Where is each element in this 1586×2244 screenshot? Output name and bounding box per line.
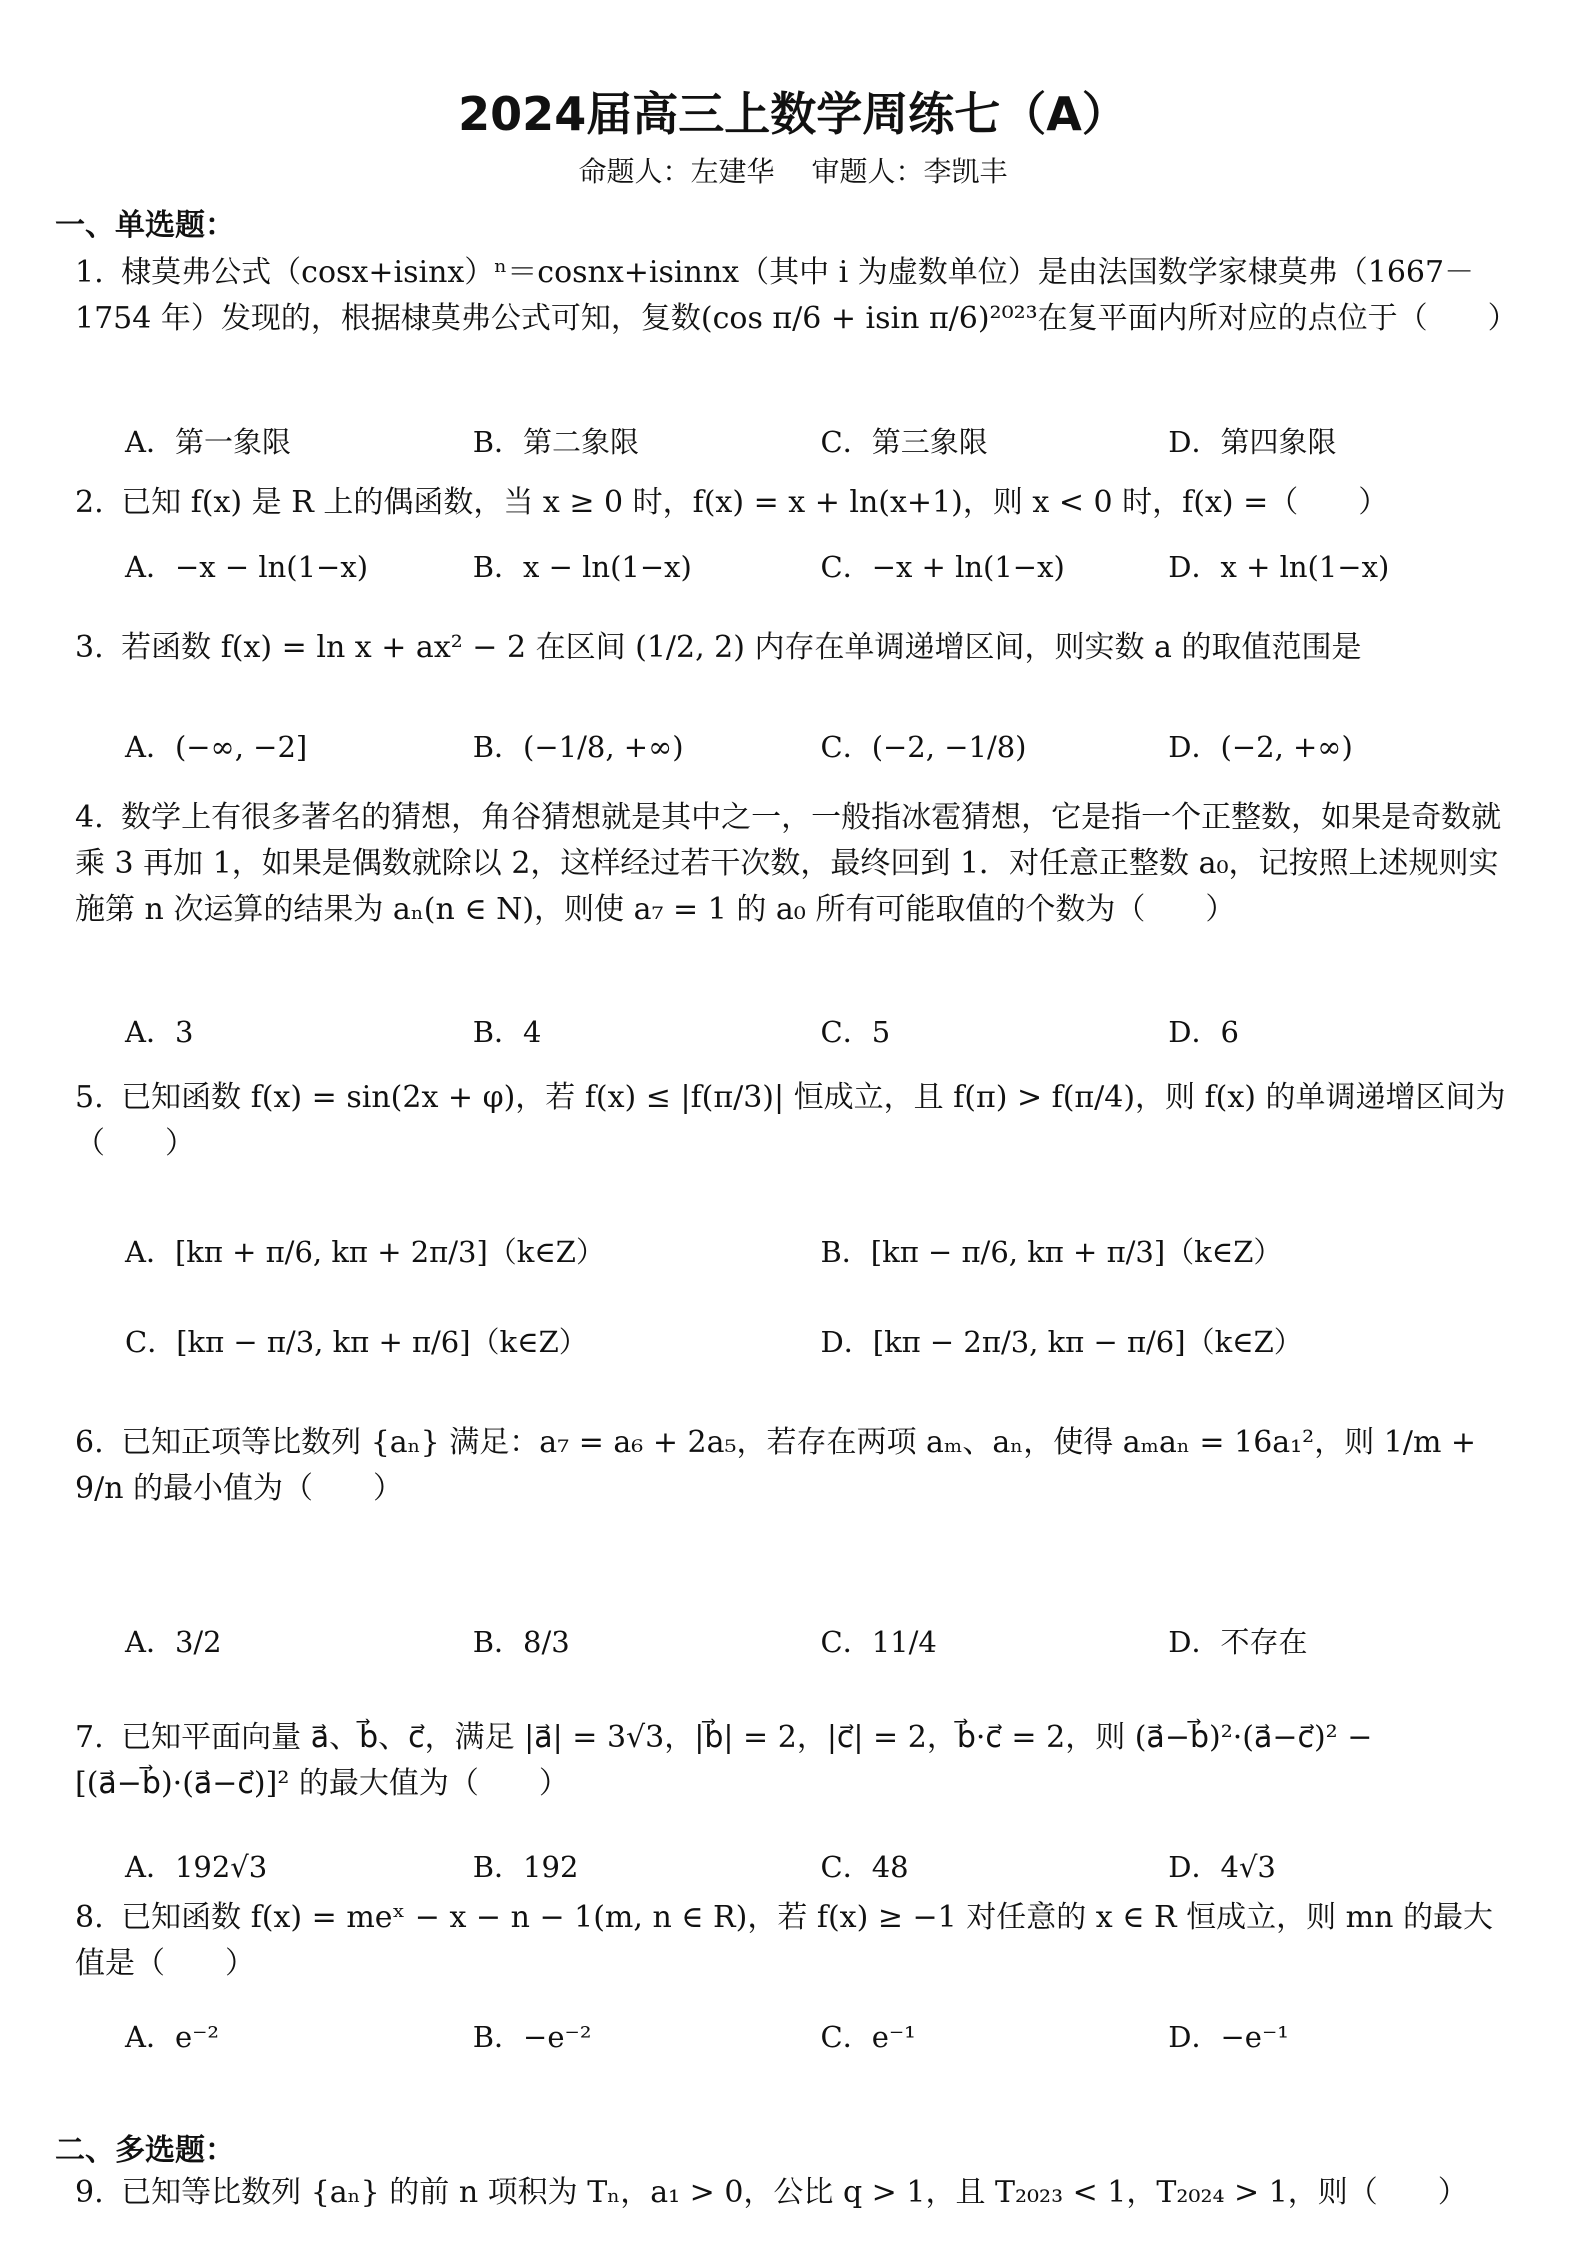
option-b[interactable]: B．[kπ − π/6, kπ + π/3]（k∈Z）: [820, 1235, 1283, 1269]
option-a[interactable]: A．192√3: [125, 1850, 268, 1884]
question-text: 已知等比数列 {aₙ} 的前 n 项积为 Tₙ，a₁ > 0，公比 q > 1，且 T₂₀₂₃ < 1，T₂₀₂₄ > 1，则（ ）: [121, 2175, 1468, 2210]
option-a[interactable]: A．(−∞, −2]: [125, 730, 308, 764]
question-9: [75, 2170, 1516, 2216]
option-b[interactable]: B．4: [472, 1015, 542, 1049]
question-text: 已知函数 f(x) = sin(2x + φ)，若 f(x) ≤ |f(π/3)| 恒成立，且 f(π) > f(π/4)，则 f(x) 的单调递增区间为（ ）: [75, 1080, 1506, 1161]
option-c[interactable]: C．(−2, −1/8): [820, 730, 1027, 764]
option-a[interactable]: A．3: [125, 1015, 194, 1049]
options-q1: [125, 420, 1516, 461]
question-text: 已知 f(x) 是 R 上的偶函数，当 x ≥ 0 时，f(x) = x + ln(x+1)，则 x < 0 时，f(x) =（ ）: [121, 485, 1389, 520]
option-a[interactable]: A．第一象限: [125, 425, 291, 459]
option-a[interactable]: A．e⁻²: [125, 2020, 220, 2054]
reviewer-label: 审题人：李凯丰: [811, 155, 1008, 188]
authors-line: [0, 150, 1586, 190]
option-a[interactable]: A．−x − ln(1−x): [125, 550, 369, 584]
question-number: 8.: [75, 1900, 104, 1935]
option-b[interactable]: B．−e⁻²: [472, 2020, 592, 2054]
options-q5-row1: [125, 1230, 1516, 1271]
author-label: 命题人：左建华: [578, 155, 775, 188]
option-c[interactable]: C．第三象限: [820, 425, 988, 459]
section-multiple-choice: 二、多选题：: [55, 2133, 235, 2168]
options-q5-row2: [125, 1320, 1516, 1361]
question-number: 5.: [75, 1080, 104, 1115]
question-8: [75, 1895, 1516, 1987]
option-c[interactable]: C．e⁻¹: [820, 2020, 916, 2054]
question-7: [75, 1715, 1516, 1807]
option-a[interactable]: A．3/2: [125, 1625, 222, 1659]
option-a[interactable]: A．[kπ + π/6, kπ + 2π/3]（k∈Z）: [125, 1235, 605, 1269]
option-c[interactable]: C．11/4: [820, 1625, 937, 1659]
option-b[interactable]: B．192: [472, 1850, 579, 1884]
question-5: [75, 1075, 1516, 1167]
section-single-choice: 一、单选题：: [55, 208, 235, 243]
question-number: 1.: [75, 255, 104, 290]
option-c[interactable]: C．−x + ln(1−x): [820, 550, 1065, 584]
options-q2: [125, 545, 1516, 586]
options-q7: [125, 1845, 1516, 1886]
option-d[interactable]: D．(−2, +∞): [1168, 730, 1353, 764]
question-text: 已知函数 f(x) = meˣ − x − n − 1(m, n ∈ R)，若 f(x) ≥ −1 对任意的 x ∈ R 恒成立，则 mn 的最大值是（ ）: [75, 1900, 1493, 1981]
question-number: 6.: [75, 1425, 104, 1460]
option-d[interactable]: D．第四象限: [1168, 425, 1337, 459]
question-3: [75, 625, 1516, 671]
option-d[interactable]: D．[kπ − 2π/3, kπ − π/6]（k∈Z）: [820, 1325, 1303, 1359]
exam-title: 2024届高三上数学周练七（A）: [458, 87, 1128, 141]
option-c[interactable]: C．5: [820, 1015, 891, 1049]
question-6: [75, 1420, 1516, 1512]
question-text: 棣莫弗公式（cosx+isinx）ⁿ＝cosnx+isinnx（其中 i 为虚数单位）是由法国数学家棣莫弗（1667－1754 年）发现的，根据棣莫弗公式可知，复数(cos π/6 + isin π/6)²⁰²³在复平面内所对应的点位于（ ）: [75, 255, 1518, 336]
question-text: 数学上有很多著名的猜想，角谷猜想就是其中之一，一般指冰雹猜想，它是指一个正整数，如果是奇数就乘 3 再加 1，如果是偶数就除以 2，这样经过若干次数，最终回到 1．对任意正整数 a₀，记按照上述规则实施第 n 次运算的结果为 aₙ(n ∈ N)，则使 a₇ = 1 的 a₀ 所有可能取值的个数为（ ）: [75, 800, 1502, 927]
question-number: 2.: [75, 485, 104, 520]
option-c[interactable]: C．48: [820, 1850, 909, 1884]
option-b[interactable]: B．8/3: [472, 1625, 570, 1659]
question-2: [75, 480, 1516, 526]
question-text: 若函数 f(x) = ln x + ax² − 2 在区间 (1/2, 2) 内存在单调递增区间，则实数 a 的取值范围是: [121, 630, 1362, 665]
question-number: 4.: [75, 800, 104, 835]
question-text: 已知平面向量 a⃗、b⃗、c⃗，满足 |a⃗| = 3√3，|b⃗| = 2，|c⃗| = 2，b⃗·c⃗ = 2，则 (a⃗−b⃗)²·(a⃗−c⃗)² − [(a⃗−b⃗)·(a⃗−c⃗)]² 的最大值为（ ）: [75, 1720, 1373, 1801]
option-b[interactable]: B．(−1/8, +∞): [472, 730, 684, 764]
question-4: [75, 795, 1516, 933]
question-number: 9.: [75, 2175, 104, 2210]
option-c[interactable]: C．[kπ − π/3, kπ + π/6]（k∈Z）: [125, 1325, 588, 1359]
options-q3: [125, 725, 1516, 766]
option-d[interactable]: D．4√3: [1168, 1850, 1276, 1884]
options-q8: [125, 2015, 1516, 2056]
question-1: [75, 250, 1516, 342]
option-b[interactable]: B．第二象限: [472, 425, 640, 459]
question-number: 3.: [75, 630, 104, 665]
option-d[interactable]: D．不存在: [1168, 1625, 1308, 1659]
options-q6: [125, 1620, 1516, 1661]
option-d[interactable]: D．x + ln(1−x): [1168, 550, 1390, 584]
question-text: 已知正项等比数列 {aₙ} 满足：a₇ = a₆ + 2a₅，若存在两项 aₘ、aₙ，使得 aₘaₙ = 16a₁²，则 1/m + 9/n 的最小值为（ ）: [75, 1425, 1477, 1506]
question-number: 7.: [75, 1720, 104, 1755]
option-d[interactable]: D．−e⁻¹: [1168, 2020, 1289, 2054]
option-b[interactable]: B．x − ln(1−x): [472, 550, 692, 584]
options-q4: [125, 1010, 1516, 1051]
option-d[interactable]: D．6: [1168, 1015, 1239, 1049]
